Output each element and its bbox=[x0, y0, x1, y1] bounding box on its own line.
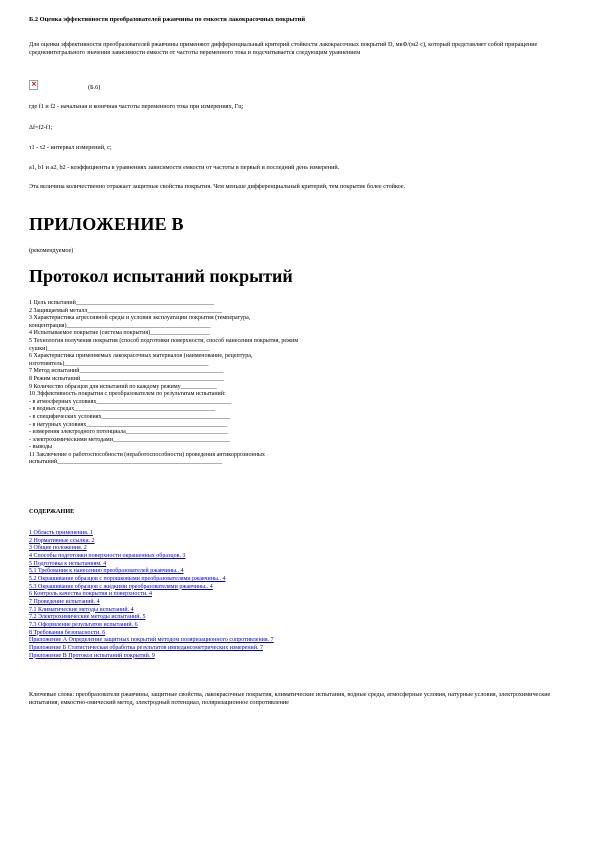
toc-link[interactable]: 7.3 Оформление результатов испытаний. 6 bbox=[29, 621, 138, 628]
conclusion-paragraph: Эта величина количественно отражает защитные свойства покрытия. Чем меньше дифференциальный критерий, тем покрытие более стойкое. bbox=[29, 183, 406, 190]
intro-paragraph: Для оценки эффективности преобразователей ржавчины применяют дифференциальный критерий стойкости лакокрасочных покрытий D, мкФ/(м2·с), который представляет собой приращение среднеинтегрального значения зависимости емкости от частоты переменного тока и подсчитывается следующим уравнением bbox=[29, 41, 538, 56]
toc-link[interactable]: Приложение А Определение защитных покрытий методом поляризационного сопротивления. 7 bbox=[29, 637, 274, 644]
keywords-paragraph: Ключевые слова: преобразователи ржавчины, защитные свойства, лакокрасочные покрытия, климатические испытания, водные среды, атмосферные условия, натурные условия, электрохимические испытания, емкостно-омический метод, электродный потенциал, поляризационное сопротивление bbox=[29, 691, 551, 706]
protocol-line: - электрохимическими методами_______________________________________ bbox=[29, 436, 230, 443]
toc-link[interactable]: Приложение Б Статистическая обработка результатов импедансометрических измерений. 7 bbox=[29, 644, 263, 651]
protocol-line: 6 Характеристика применяемых лакокрасочных материалов (наименование, рецептура, bbox=[29, 353, 253, 360]
toc-link[interactable]: 5 Подготовка к испытаниям. 4 bbox=[29, 560, 107, 567]
protocol-line: - измерения электродного потенциала__________________________________ bbox=[29, 429, 228, 436]
broken-image-icon: × bbox=[31, 80, 37, 88]
toc-link[interactable]: 7.2 Электрохимические методы испытаний. 5 bbox=[29, 614, 146, 621]
protocol-line: концентрация)________________________________________________ bbox=[29, 322, 211, 329]
toc-link[interactable]: 8 Требования безопасности. 6 bbox=[29, 629, 106, 636]
definition-coefficients: а1, b1 и а2, b2 - коэффициенты в уравнениях зависимости емкости от частоты в первый и последний день измерений. bbox=[29, 164, 340, 171]
appendix-note: (рекомендуемое) bbox=[29, 247, 74, 254]
formula-number: (Б.6) bbox=[88, 84, 101, 91]
protocol-line: - в натурных условиях_______________________________________________ bbox=[29, 421, 228, 428]
toc-link[interactable]: 5.3 Окрашивание образцов с жидкими преобразователями ржавчины.. 4 bbox=[29, 583, 213, 590]
protocol-line: - в атмосферных условиях_____________________________________________ bbox=[29, 398, 232, 405]
toc-link[interactable]: Приложение В Протокол испытаний покрытий. 9 bbox=[29, 652, 155, 659]
protocol-line: сушки)______________________________________________________ bbox=[29, 345, 210, 352]
toc-link[interactable]: 4 Способы подготовки поверхности окрашенных образцов. 3 bbox=[29, 552, 186, 559]
section-title: Б.2 Оценка эффективности преобразователей ржавчины по емкости лакокрасочных покрытий bbox=[29, 16, 305, 23]
protocol-line: - в специфических условиях___________________________________________ bbox=[29, 413, 231, 420]
toc-link[interactable]: 3 Общие положения. 2 bbox=[29, 545, 87, 552]
toc-link[interactable]: 5.2 Окрашивание образцов с порошковыми преобразователями ржавчины.. 4 bbox=[29, 575, 226, 582]
definition-delta: Δf=f2-f1; bbox=[29, 124, 53, 131]
protocol-line: изготовитель)________________________________________________ bbox=[29, 360, 209, 367]
toc-link[interactable]: 2 Нормативные ссылки. 2 bbox=[29, 537, 95, 544]
protocol-line: 10 Эффективность покрытия с преобразователем по результатам испытаний: bbox=[29, 391, 226, 398]
protocol-heading: Протокол испытаний покрытий bbox=[29, 266, 293, 286]
protocol-form bbox=[29, 300, 389, 467]
protocol-line: 2 Защищаемый металл_____________________________________________ bbox=[29, 307, 223, 314]
definition-frequency: где f1 и f2 - начальная и конечная частоты переменного тока при измерениях, Гц; bbox=[29, 103, 244, 110]
protocol-line: - в водных средах_______________________________________________ bbox=[29, 406, 216, 413]
protocol-line: 9 Количество образцов для испытаний по каждому режиму____________ bbox=[29, 383, 217, 390]
toc-link[interactable]: 7.1 Климатические методы испытаний. 4 bbox=[29, 606, 134, 613]
toc-link[interactable]: 6 Контроль качества покрытия и поверхности. 4 bbox=[29, 591, 153, 598]
protocol-line: 4 Испытываемое покрытие (система покрытия)____________________ bbox=[29, 330, 211, 337]
protocol-line: 8 Режим испытаний________________________________________________ bbox=[29, 375, 225, 382]
protocol-line: 7 Метод испытаний________________________________________________ bbox=[29, 368, 224, 375]
protocol-line: 11 Заключение о работоспособности (неработоспособности) проведения антикоррозионных bbox=[29, 451, 265, 458]
appendix-heading: ПРИЛОЖЕНИЕ В bbox=[29, 214, 184, 234]
contents-title: СОДЕРЖАНИЕ bbox=[29, 508, 75, 515]
protocol-line: 1 Цель испытаний______________________________________________ bbox=[29, 300, 214, 306]
toc-link[interactable]: 7 Проведение испытаний. 4 bbox=[29, 598, 100, 605]
toc-link[interactable]: 1 Область применения. 1 bbox=[29, 530, 93, 536]
table-of-contents bbox=[29, 530, 429, 660]
protocol-line: 5 Технология получения покрытия (способ подготовки поверхности, способ нанесения покрытия, режим bbox=[29, 337, 299, 344]
protocol-line: - выводы bbox=[29, 444, 53, 451]
toc-link[interactable]: 5.1 Требования к нанесению преобразователей ржавчины.. 4 bbox=[29, 568, 184, 575]
definition-interval: τ1 - τ2 - интервал измерений, с; bbox=[29, 144, 112, 151]
protocol-line: испытаний_______________________________________________________ bbox=[29, 459, 223, 466]
protocol-line: 3 Характеристика агрессивной среды и условия эксплуатации покрытия (температура, bbox=[29, 315, 251, 322]
